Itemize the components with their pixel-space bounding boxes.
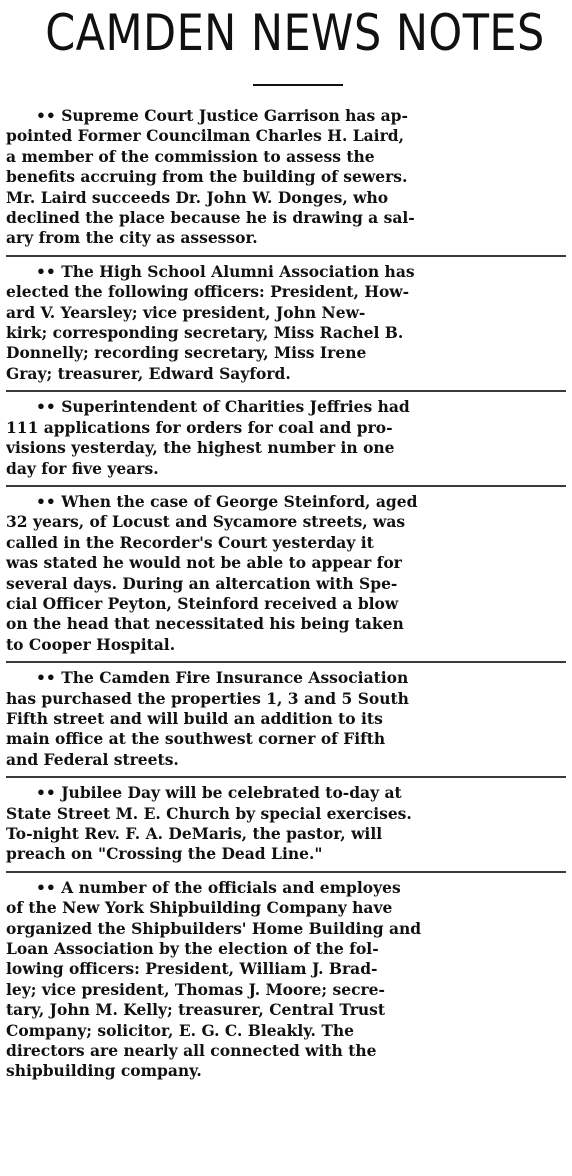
article-line: •• The Camden Fire Insurance Association	[36, 668, 409, 688]
article-line: •• The High School Alumni Association has	[36, 261, 415, 281]
article-line: 111 applications for orders for coal and pro-	[6, 417, 393, 437]
article-line: •• Supreme Court Justice Garrison has ap-	[36, 106, 408, 125]
article-line: of the New York Shipbuilding Company have	[6, 898, 393, 918]
article-jubilee-day	[6, 783, 566, 871]
article-line: visions yesterday, the highest number in one	[6, 438, 395, 458]
article-line: 32 years, of Locust and Sycamore streets, was	[6, 512, 406, 532]
article-divider	[6, 871, 566, 873]
article-divider	[6, 485, 566, 487]
article-line: was stated he would not be able to appear for	[6, 553, 402, 573]
article-line: Fifth street and will build an addition to its	[6, 708, 383, 728]
article-line: declined the place because he is drawing a sal-	[6, 208, 415, 228]
article-line: benefits accruing from the building of sewers.	[6, 167, 408, 187]
article-line: •• When the case of George Steinford, aged	[36, 491, 418, 511]
article-line: main office at the southwest corner of Fifth	[6, 729, 386, 749]
article-sewer-commission	[6, 106, 566, 255]
article-line: has purchased the properties 1, 3 and 5 South	[6, 688, 409, 708]
article-line: tary, John M. Kelly; treasurer, Central Trust	[6, 1000, 386, 1020]
article-divider	[6, 776, 566, 778]
article-line: pointed Former Councilman Charles H. Laird,	[6, 126, 404, 146]
article-line: Donnelly; recording secretary, Miss Irene	[6, 343, 367, 363]
article-line: To-night Rev. F. A. DeMaris, the pastor, will	[6, 824, 383, 843]
article-line: several days. During an altercation with Spe-	[6, 573, 398, 593]
article-line: called in the Recorder's Court yesterday it	[6, 532, 374, 552]
article-line: a member of the commission to assess the	[6, 146, 375, 166]
article-line: day for five years.	[6, 458, 159, 478]
article-line: on the head that necessitated his being taken	[6, 614, 404, 634]
article-line: ard V. Yearsley; vice president, John New-	[6, 302, 366, 322]
article-line: •• A number of the officials and employes	[36, 877, 401, 897]
article-line: cial Officer Peyton, Steinford received a blow	[6, 593, 399, 613]
article-line: Mr. Laird succeeds Dr. John W. Donges, who	[6, 187, 389, 207]
article-divider	[6, 661, 566, 663]
news-column	[6, 0, 566, 1176]
article-line: directors are nearly all connected with the	[6, 1041, 377, 1061]
article-line: shipbuilding company.	[6, 1061, 202, 1081]
article-line: •• Jubilee Day will be celebrated to-day at	[36, 783, 402, 803]
article-line: State Street M. E. Church by special exercises.	[6, 803, 412, 823]
article-divider	[6, 255, 566, 257]
article-recorders-court	[6, 492, 566, 661]
article-fire-insurance	[6, 668, 566, 776]
article-alumni-association	[6, 262, 566, 390]
article-line: ley; vice president, Thomas J. Moore; secre-	[6, 979, 385, 999]
headline-rule	[253, 84, 343, 86]
page-headline: CAMDEN NEWS NOTES	[45, 4, 545, 62]
article-line: lowing officers: President, William J. Brad-	[6, 959, 378, 979]
article-line: •• Superintendent of Charities Jeffries had	[36, 397, 410, 417]
article-shipbuilders-association	[6, 878, 566, 1088]
article-line: Gray; treasurer, Edward Sayford.	[6, 363, 291, 383]
article-line: and Federal streets.	[6, 749, 179, 769]
article-line: Loan Association by the election of the fol-	[6, 939, 379, 959]
article-divider	[6, 390, 566, 392]
article-line: elected the following officers: President, How-	[6, 282, 410, 302]
article-line: ary from the city as assessor.	[6, 228, 258, 248]
article-line: kirk; corresponding secretary, Miss Rachel B.	[6, 323, 404, 343]
articles-list	[6, 106, 566, 1088]
article-line: to Cooper Hospital.	[6, 634, 176, 654]
masthead	[6, 0, 566, 96]
article-line: preach on "Crossing the Dead Line."	[6, 844, 323, 864]
article-line: organized the Shipbuilders' Home Building and	[6, 918, 422, 938]
article-line: Company; solicitor, E. G. C. Bleakly. The	[6, 1020, 354, 1040]
article-charities	[6, 397, 566, 485]
